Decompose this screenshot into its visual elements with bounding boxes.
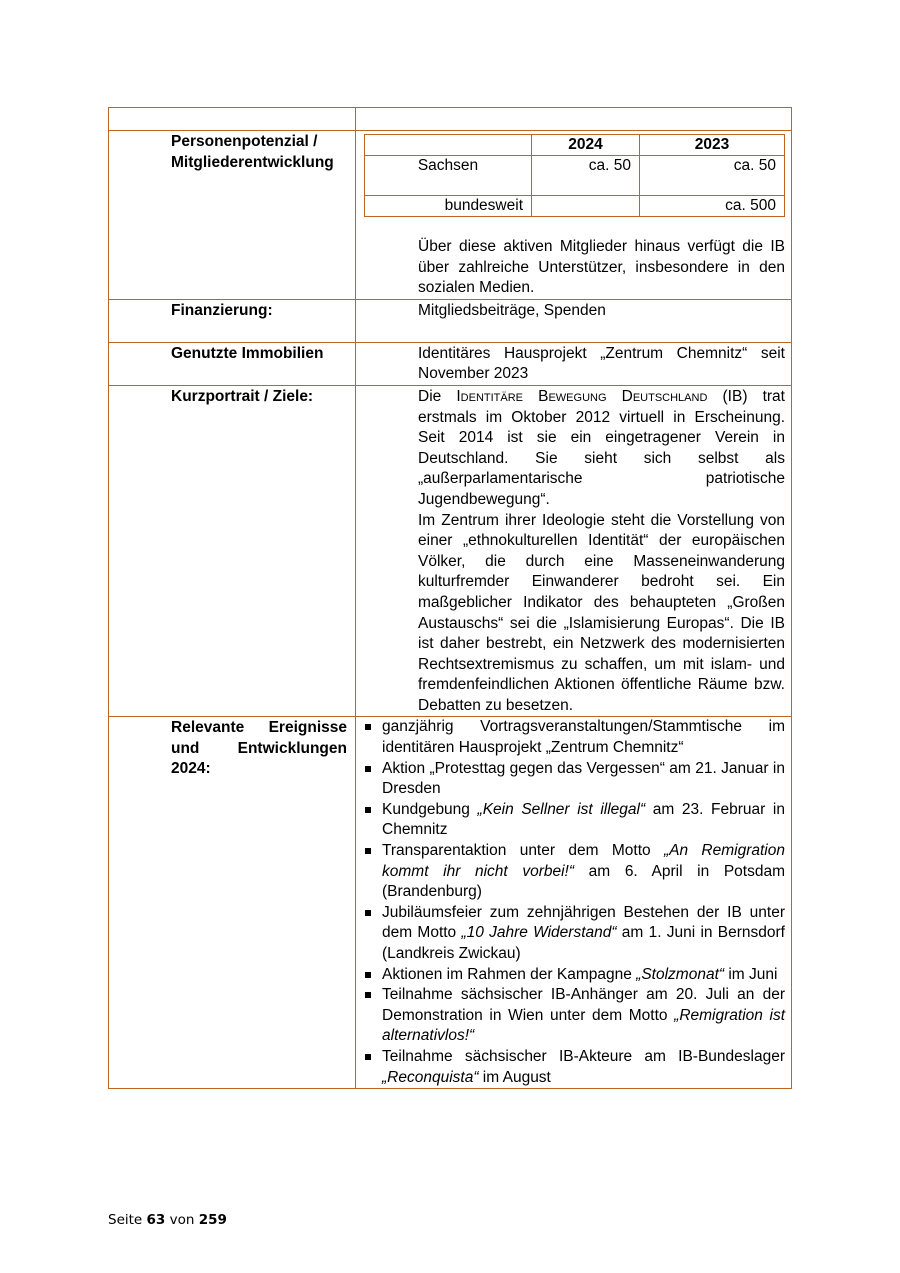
membership-header-row	[365, 135, 785, 156]
profile-table	[108, 107, 792, 1089]
empty-cell	[356, 108, 792, 131]
events-list	[356, 717, 791, 1088]
property-text: Identitäres Hausprojekt „Zentrum Chemnitz“ seit November 2023	[418, 344, 785, 383]
event-item: Aktionen im Rahmen der Kampagne „Stolzmonat“ im Juni	[382, 965, 785, 986]
membership-table	[364, 134, 785, 217]
bullet-icon	[365, 1054, 371, 1060]
value-2024-cell: ca. 50	[532, 156, 640, 196]
row-label: Relevante Ereignisse und Entwicklungen 2024:	[171, 719, 347, 778]
value-2024-cell	[532, 196, 640, 217]
footer-middle: von	[169, 1212, 195, 1228]
row-personenpotenzial	[109, 131, 792, 300]
header-cell-2023: 2023	[640, 135, 785, 156]
event-item: Teilnahme sächsischer IB-Akteure am IB-Bundeslager „Reconquista“ im August	[382, 1047, 785, 1088]
row-immobilien	[109, 342, 792, 385]
row-label: Kurzportrait / Ziele:	[171, 387, 314, 405]
bullet-icon	[365, 807, 371, 813]
value-2023-cell: ca. 500	[640, 196, 785, 217]
portrait-paragraph-1: Die Identitäre Bewegung Deutschland (IB) trat erstmals im Oktober 2012 virtuell in Erscheinung. Seit 2014 ist sie ein eingetragener Verein in Deutschland. Sie sieht sich selbst als „außerparlamentarische patriotische Jugendbewegung“.	[418, 387, 785, 508]
membership-note: Über diese aktiven Mitglieder hinaus verfügt die IB über zahlreiche Unterstützer, insbesondere in den sozialen Medien.	[418, 238, 785, 297]
empty-cell	[109, 108, 356, 131]
empty-header-row	[109, 108, 792, 131]
event-item: ganzjährig Vortragsveranstaltungen/Stammtische im identitären Hausprojekt „Zentrum Chemnitz“	[382, 717, 785, 758]
bullet-icon	[365, 766, 371, 772]
portrait-text	[356, 386, 791, 717]
row-label: Personenpotenzial / Mitgliederentwicklung	[171, 133, 334, 171]
event-item: Teilnahme sächsischer IB-Anhänger am 20. Juli an der Demonstration in Wien unter dem Motto „Remigration ist alternativlos!“	[382, 985, 785, 1047]
row-label: Finanzierung:	[171, 301, 273, 319]
region-cell: Sachsen	[365, 156, 532, 196]
row-label: Genutzte Immobilien	[171, 344, 324, 362]
organisation-name: Identitäre Bewegung Deutschland	[456, 387, 708, 405]
current-page-number: 63	[146, 1212, 166, 1228]
header-cell	[365, 135, 532, 156]
membership-row	[365, 196, 785, 217]
value-2023-cell: ca. 50	[640, 156, 785, 196]
header-cell-2024: 2024	[532, 135, 640, 156]
row-ereignisse	[109, 717, 792, 1089]
financing-text: Mitgliedsbeiträge, Spenden	[418, 301, 606, 319]
event-item: Aktion „Protesttag gegen das Vergessen“ am 21. Januar in Dresden	[382, 759, 785, 800]
bullet-icon	[365, 972, 371, 978]
event-item: Transparentaktion unter dem Motto „An Remigration kommt ihr nicht vorbei!“ am 6. April in Potsdam (Brandenburg)	[382, 841, 785, 903]
bullet-icon	[365, 992, 371, 998]
footer-prefix: Seite	[108, 1212, 143, 1228]
total-page-count: 259	[198, 1212, 227, 1228]
bullet-icon	[365, 910, 371, 916]
row-finanzierung	[109, 299, 792, 342]
region-cell: bundesweit	[365, 196, 532, 217]
event-item: Jubiläumsfeier zum zehnjährigen Bestehen der IB unter dem Motto „10 Jahre Widerstand“ am 1. Juni in Bernsdorf (Landkreis Zwickau)	[382, 903, 785, 965]
portrait-paragraph-2: Im Zentrum ihrer Ideologie steht die Vorstellung von einer „ethnokulturellen Identität“ der europäischen Völker, die durch eine Masseneinwanderung kulturfremder Einwanderer bedroht sei. Ein maßgeblicher Indikator des behaupteten „Großen Austauschs“ sei die „Islamisierung Europas“. Die IB ist daher bestrebt, ein Netzwerk des modernisierten Rechtsextremismus zu schaffen, um mit islam- und fremdenfeindlichen Aktionen öffentliche Räume bzw. Debatten zu besetzen.	[418, 511, 785, 714]
event-item: Kundgebung „Kein Sellner ist illegal“ am 23. Februar in Chemnitz	[382, 800, 785, 841]
bullet-icon	[365, 848, 371, 854]
membership-row	[365, 156, 785, 196]
row-kurzportrait	[109, 385, 792, 717]
page-footer	[108, 1212, 227, 1228]
bullet-icon	[365, 724, 371, 730]
